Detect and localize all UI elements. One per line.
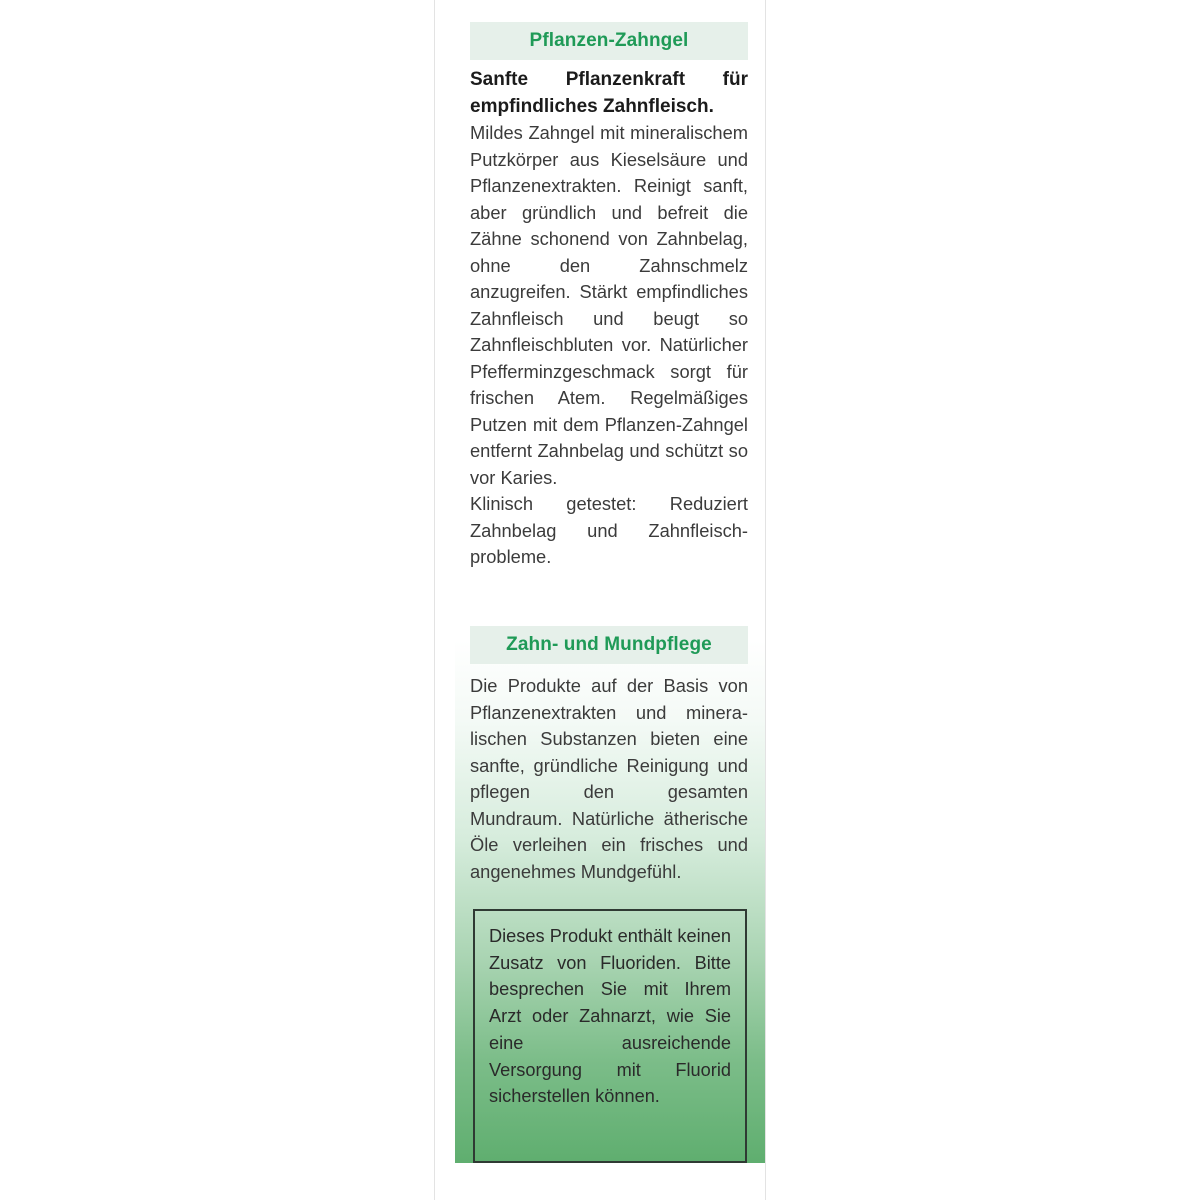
product-lead-text: Sanfte Pflanzenkraft für empfindliches Zahnfleisch.: [470, 69, 748, 117]
section-title-pflanzen-zahngel: Pflanzen-Zahngel: [470, 22, 748, 60]
clinical-test-text: Klinisch getestet: Reduziert Zahnbelag und Zahnfleischprobleme.: [470, 493, 748, 567]
product-body-text: Mildes Zahngel mit mineralischem Putzkörper aus Kieselsäure und Pflanzenextrakten. Reinigt sanft, aber gründlich und befreit die Zähne schonend von Zahnbelag, ohne den Zahnschmelz anzugreifen. Stärkt empfindliches Zahnfleisch und beugt so Zahnfleischbluten vor. Natürlicher Pfefferminzgeschmack sorgt für frischen Atem. Regelmäßiges Putzen mit dem Pflanzen-Zahngel entfernt Zahnbelag und schützt so vor Karies.: [470, 122, 748, 488]
section-title-zahn-mundpflege: Zahn- und Mundpflege: [470, 626, 748, 664]
product-description: [470, 66, 748, 571]
fluoride-notice-box: Dieses Produkt enthält keinen Zusatz von Fluoriden. Bitte besprechen Sie mit Ihrem Arzt oder Zahnarzt, wie Sie eine ausreichende Versorgung mit Fluorid sicherstellen können.: [473, 909, 747, 1163]
package-bottom-edge: [455, 1163, 765, 1200]
mouth-care-description: Die Produkte auf der Basis von Pflanzenextrakten und mineralischen Substanzen bieten eine sanfte, gründliche Reinigung und pflegen den gesamten Mundraum. Natürliche ätherische Öle verleihen ein frisches und angenehmes Mundgefühl.: [470, 675, 748, 882]
